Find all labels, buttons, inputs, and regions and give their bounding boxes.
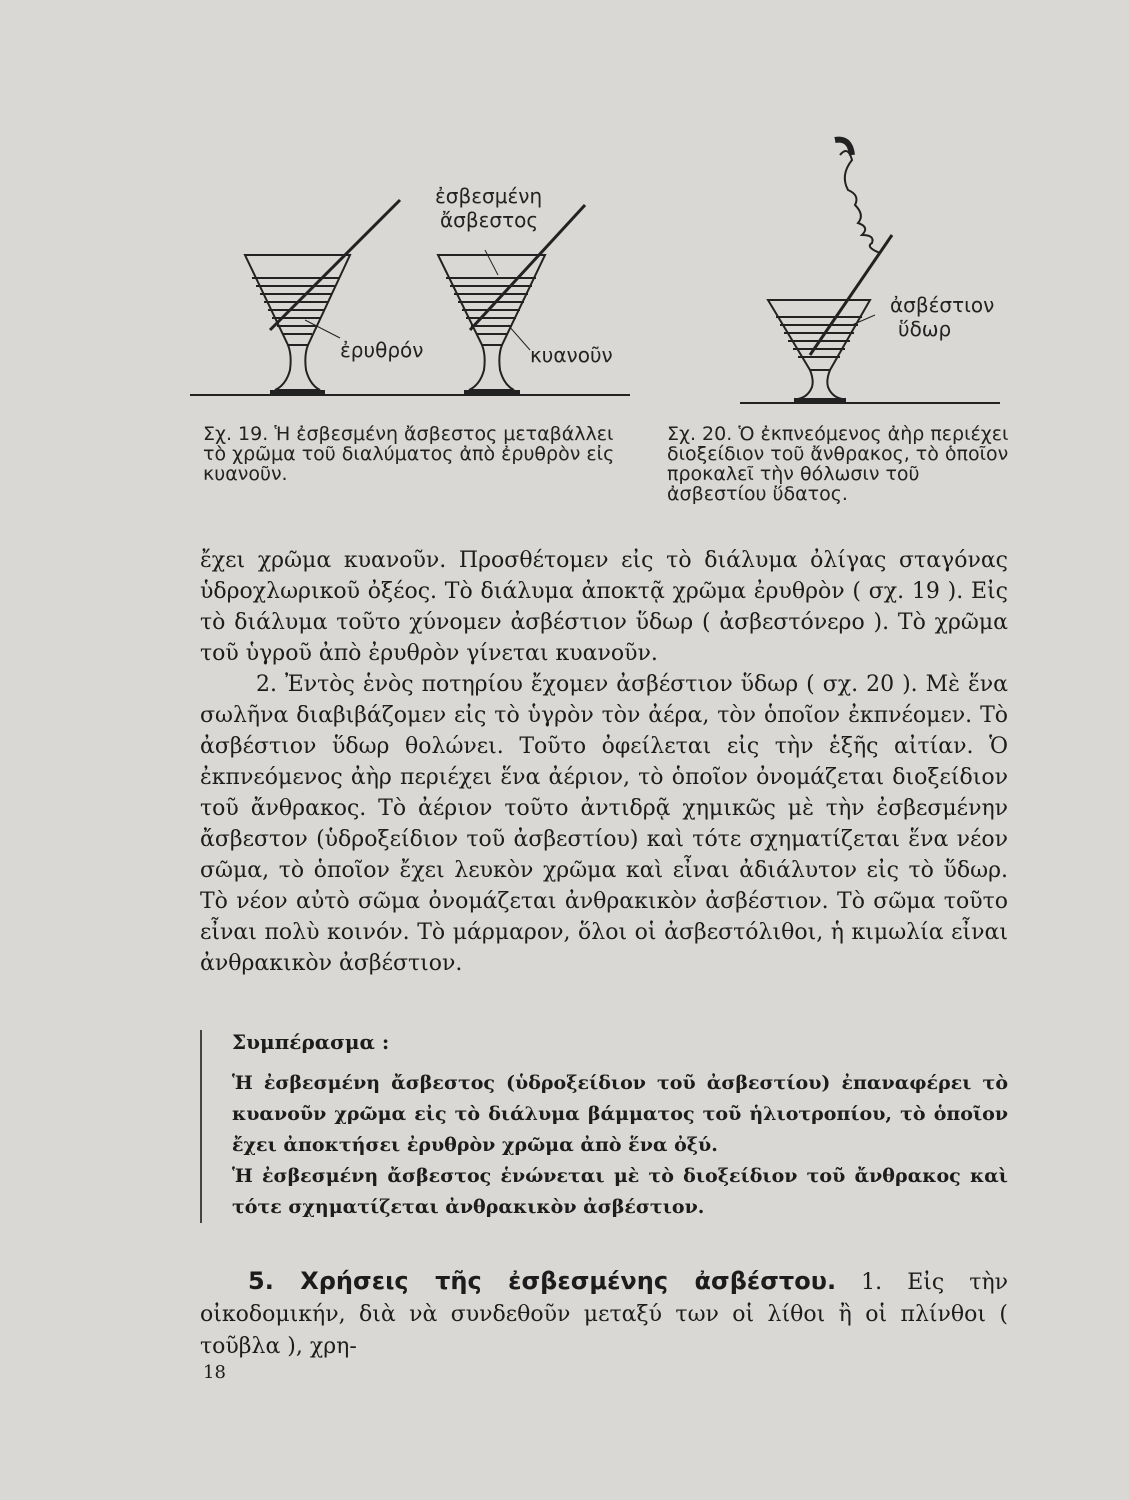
conclusion-statement-1: Ἡ ἐσβεσμένη ἄσβεστος (ὑδροξείδιον τοῦ ἀσβεστίου) ἐπαναφέρει τὸ κυανοῦν χρῶμα εἰς τὸ διάλυμα βάμματος τοῦ ἡλιοτροπίου, τὸ ὁποῖον ἔχει ἀποκτήσει ἐρυθρὸν χρῶμα ἀπὸ ἕνα ὀξύ.: [232, 1072, 1008, 1156]
paragraph-2: 2. Ἐντὸς ἑνὸς ποτηρίου ἔχομεν ἀσβέστιον ὕδωρ ( σχ. 20 ). Μὲ ἕνα σωλῆνα διαβιβάζομεν εἰς τὸ ὑγρὸν τὸν ἀέρα, τὸν ὁποῖον ἐκπνέομεν. Τὸ ἀσβέστιον ὕδωρ θολώνει. Τοῦτο ὀφείλεται εἰς τὴν ἑξῆς αἰτίαν. Ὁ ἐκπνεόμενος ἀὴρ περιέχει ἕνα ἀέριον, τὸ ὁποῖον ὀνομάζεται διοξείδιον τοῦ ἄνθρακος. Τὸ ἀέριον τοῦτο ἀντιδρᾷ χημικῶς μὲ τὴν ἐσβεσμένην ἄσβεστον (ὑδροξείδιον τοῦ ἀσβεστίου) καὶ τότε σχηματίζεται ἕνα νέον σῶμα, τὸ ὁποῖον ἔχει λευκὸν χρῶμα καὶ εἶναι ἀδιάλυτον εἰς τὸ ὕδωρ. Τὸ νέον αὐτὸ σῶμα ὀνομάζεται ἀνθρακικὸν ἀσβέστιον. Τὸ σῶμα τοῦτο εἶναι πολὺ κοινόν. Τὸ μάρμαρον, ὅλοι οἱ ἀσβεστόλιθοι, ἡ κιμωλία εἶναι ἀνθρακικὸν ἀσβέστιον.: [200, 672, 1008, 976]
label-lime-water-2: ὕδωρ: [898, 317, 952, 341]
figure-19: [190, 180, 630, 410]
label-slaked-lime-1: ἐσβεσμένη: [435, 184, 543, 208]
section-5-heading: 5. Χρήσεις τῆς ἐσβεσμένης ἀσβέστου.: [248, 1267, 837, 1295]
figure-20-drawing: [740, 135, 1000, 410]
figure-19-drawing: [190, 180, 630, 410]
body-text: [200, 545, 1008, 979]
figure-20-caption: Σχ. 20. Ὁ ἐκπνεόμενος ἀὴρ περιέχει διοξείδιον τοῦ ἄνθρακος, τὸ ὁποῖον προκαλεῖ τὴν θόλωσιν τοῦ ἀσβεστίου ὕδατος.: [667, 423, 1009, 505]
paragraph-1: ἔχει χρῶμα κυανοῦν. Προσθέτομεν εἰς τὸ διάλυμα ὀλίγας σταγόνας ὑδροχλωρικοῦ ὀξέος. Τὸ διάλυμα ἀποκτᾷ χρῶμα ἐρυθρὸν ( σχ. 19 ). Εἰς τὸ διάλυμα τοῦτο χύνομεν ἀσβέστιον ὕδωρ ( ἀσβεστόνερο ). Τὸ χρῶμα τοῦ ὑγροῦ ἀπὸ ἐρυθρὸν γίνεται κυανοῦν.: [200, 548, 1008, 666]
label-lime-water-1: ἀσβέστιον: [890, 293, 995, 317]
label-slaked-lime-2: ἄσβεστος: [440, 208, 539, 232]
label-red: ἐρυθρόν: [340, 338, 424, 362]
page-number: 18: [203, 1362, 226, 1383]
conclusion-statement-2: Ἡ ἐσβεσμένη ἄσβεστος ἑνώνεται μὲ τὸ διοξείδιον τοῦ ἄνθρακος καὶ τότε σχηματίζεται ἀνθρακικὸν ἀσβέστιον.: [232, 1165, 1008, 1218]
figures-area: [0, 0, 1129, 520]
section-5-text: 1. Εἰς τὴν οἰκοδομικήν, διὰ νὰ συνδεθοῦν μεταξύ των οἱ λίθοι ἢ οἱ πλίνθοι ( τοῦβλα ), χρη-: [200, 1270, 1008, 1359]
conclusion-title: Συμπέρασμα :: [232, 1030, 390, 1054]
conclusion-box: [200, 1030, 1008, 1223]
figure-19-caption: Σχ. 19. Ἡ ἐσβεσμένη ἄσβεστος μεταβάλλει τὸ χρῶμα τοῦ διαλύματος ἀπὸ ἐρυθρὸν εἰς κυανοῦν.: [203, 423, 615, 485]
label-blue: κυανοῦν: [530, 343, 613, 367]
section-5: [200, 1265, 1008, 1363]
figure-20: [740, 135, 1000, 410]
